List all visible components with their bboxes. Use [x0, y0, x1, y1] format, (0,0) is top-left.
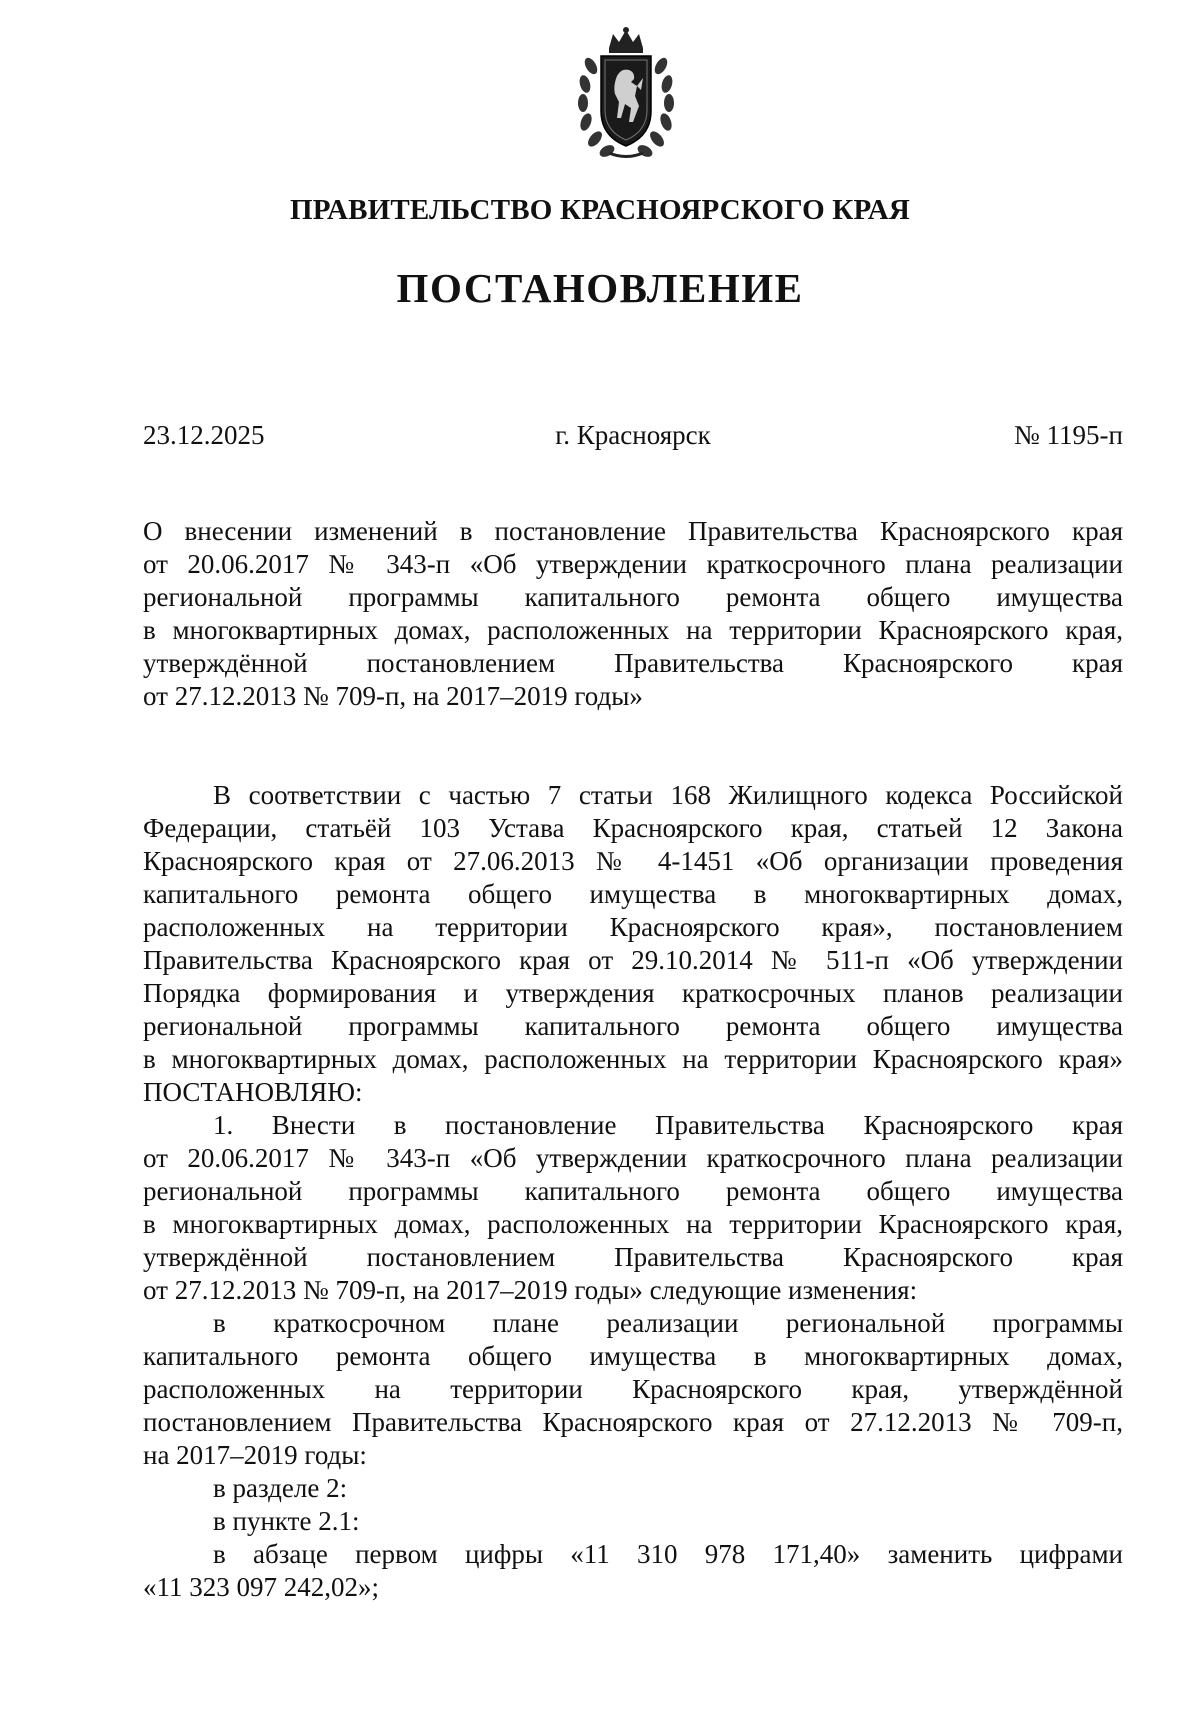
krasnoyarsk-coat-of-arms-icon	[571, 26, 681, 161]
body-line: в краткосрочном плане реализации региональной программы	[213, 1308, 1123, 1338]
body-line: Порядка формирования и утверждения краткосрочных планов реализации	[143, 978, 1123, 1008]
body-line: В соответствии с частью 7 статьи 168 Жилищного кодекса Российской	[213, 780, 1123, 810]
body-line: расположенных на территории Красноярского края, утверждённой	[143, 1374, 1123, 1404]
body-line: от 27.12.2013 № 709-п, на 2017–2019 годы» следующие изменения:	[143, 1275, 918, 1305]
document-city: г. Красноярск	[555, 420, 711, 450]
body-line: ПОСТАНОВЛЯЮ:	[143, 1077, 363, 1107]
document-type: ПОСТАНОВЛЕНИЕ	[396, 265, 804, 311]
subject-line: от 27.12.2013 № 709-п, на 2017–2019 годы»	[143, 681, 643, 711]
document-meta	[143, 420, 1123, 454]
body-line: «11 323 097 242,02»;	[143, 1572, 379, 1602]
body-line: капитального ремонта общего имущества в многоквартирных домах,	[143, 1341, 1123, 1371]
body-line: капитального ремонта общего имущества в многоквартирных домах,	[143, 879, 1123, 909]
body-line: региональной программы капитального ремонта общего имущества	[143, 1011, 1123, 1041]
body-line: расположенных на территории Красноярского края», постановлением	[143, 912, 1123, 942]
body-line: Правительства Красноярского края от 29.10.2014 № 511-п «Об утверждении	[143, 945, 1123, 975]
body-line: в многоквартирных домах, расположенных на территории Красноярского края»	[143, 1044, 1123, 1074]
document-number: № 1195-п	[1014, 420, 1123, 450]
body-line: в многоквартирных домах, расположенных на территории Красноярского края,	[143, 1209, 1123, 1239]
body-line: постановлением Правительства Красноярского края от 27.12.2013 № 709-п,	[143, 1407, 1123, 1437]
body-line: в пункте 2.1:	[213, 1506, 360, 1536]
body-line: в абзаце первом цифры «11 310 978 171,40» заменить цифрами	[213, 1539, 1123, 1569]
body-line: в разделе 2:	[213, 1473, 348, 1503]
body-line: Федерации, статьёй 103 Устава Красноярского края, статьей 12 Закона	[143, 813, 1123, 843]
body-line: от 20.06.2017 № 343-п «Об утверждении краткосрочного плана реализации	[143, 1143, 1123, 1173]
body-line: Красноярского края от 27.06.2013 № 4-1451 «Об организации проведения	[143, 846, 1123, 876]
document-body	[143, 779, 1123, 1604]
subject-line: О внесении изменений в постановление Правительства Красноярского края	[143, 516, 1123, 546]
subject-line: региональной программы капитального ремонта общего имущества	[143, 582, 1123, 612]
subject-line: утверждённой постановлением Правительства Красноярского края	[143, 648, 1123, 678]
document-subject	[143, 515, 1123, 713]
body-line: на 2017–2019 годы:	[143, 1440, 367, 1470]
document-date: 23.12.2025	[143, 420, 265, 450]
subject-line: в многоквартирных домах, расположенных на территории Красноярского края,	[143, 615, 1123, 645]
body-line: 1. Внести в постановление Правительства Красноярского края	[213, 1110, 1123, 1140]
government-title: ПРАВИТЕЛЬСТВО КРАСНОЯРСКОГО КРАЯ	[289, 194, 911, 226]
body-line: региональной программы капитального ремонта общего имущества	[143, 1176, 1123, 1206]
body-line: утверждённой постановлением Правительства Красноярского края	[143, 1242, 1123, 1272]
subject-line: от 20.06.2017 № 343-п «Об утверждении краткосрочного плана реализации	[143, 549, 1123, 579]
